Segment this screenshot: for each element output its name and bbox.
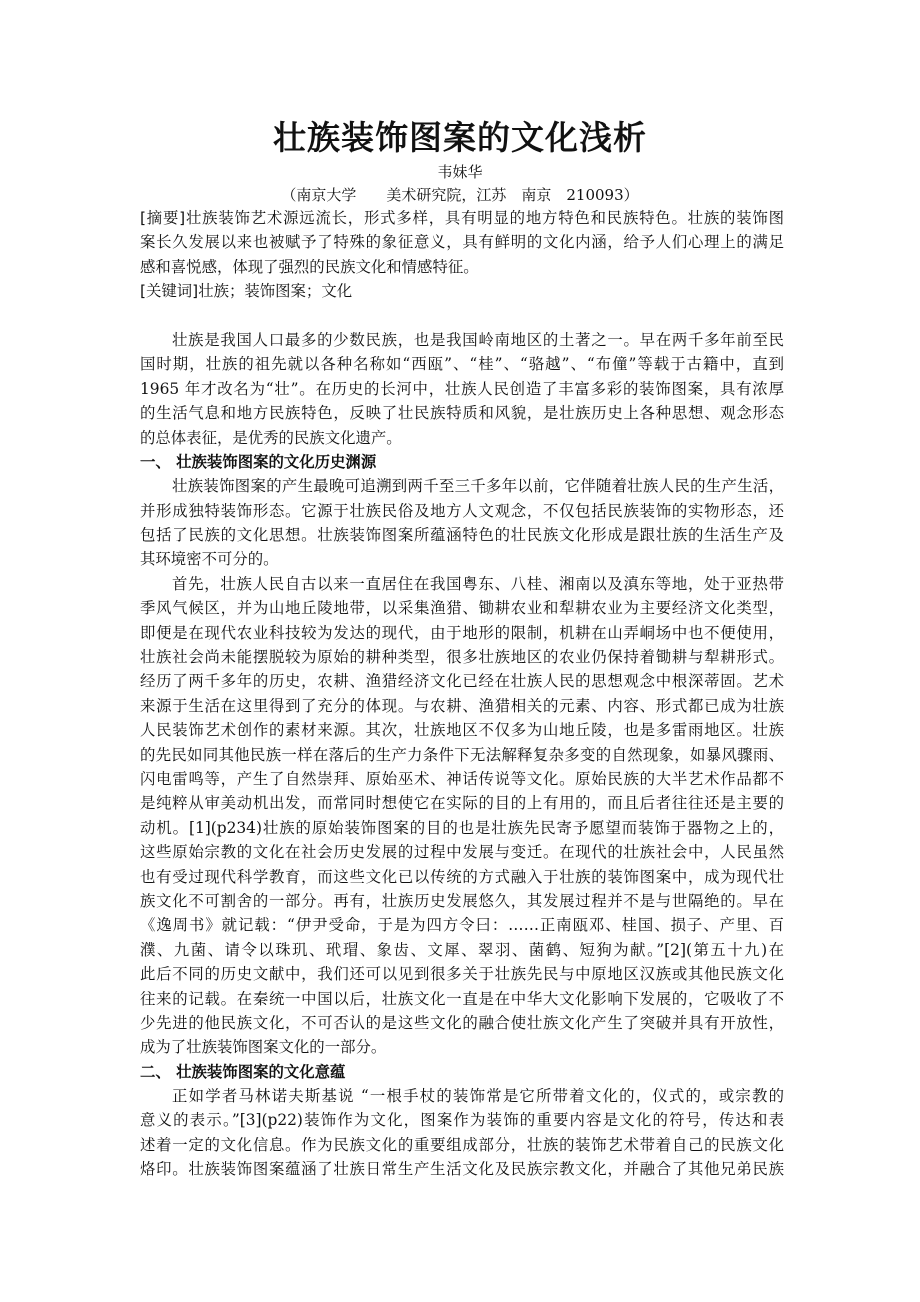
line-text: 人民装饰艺术创作的素材来源。其次，壮族地区不仅多为山地丘陵，也是多雷雨地区。壮族	[140, 721, 784, 740]
line-text: 烙印。壮族装饰图案蕴涵了壮族日常生产生活文化及民族宗教文化，并融合了其他兄弟民族	[140, 1160, 784, 1179]
line-text: 也有受过现代科学教育，而这些文化已以传统的方式融入于壮族的装饰图案中，成为现代壮	[140, 867, 784, 886]
line-text: 这些原始宗教的文化在社会历史发展的过程中发展与变迁。在现代的壮族社会中，人民虽然	[140, 843, 784, 862]
text-line	[140, 694, 784, 718]
text-line	[140, 206, 784, 230]
text-line	[140, 401, 784, 425]
line-text: 其环境密不可分的。	[140, 550, 279, 569]
text-line	[140, 304, 784, 328]
line-text: 并形成独特装饰形态。它源于壮族民俗及地方人文观念，不仅包括民族装饰的实物形态，还	[140, 501, 784, 520]
text-line	[140, 1133, 784, 1157]
document-body	[140, 206, 784, 1182]
text-line	[140, 1157, 784, 1181]
line-text: 述着一定的文化信息。作为民族文化的重要组成部分，壮族的装饰艺术带着自己的民族文化	[140, 1135, 784, 1154]
abstract-label: [摘要]	[140, 209, 186, 227]
text-line	[140, 523, 784, 547]
section-heading	[140, 450, 784, 474]
text-line	[140, 572, 784, 596]
line-text: 壮族社会尚未能摆脱较为原始的耕种类型，很多壮族地区的农业仍保持着锄耕与犁耕形式。	[140, 648, 784, 667]
text-line	[140, 645, 784, 669]
text-line	[140, 352, 784, 376]
text-line	[140, 230, 784, 254]
text-line	[140, 718, 784, 742]
paragraph	[140, 572, 784, 1060]
text-line	[140, 669, 784, 693]
text-line	[140, 865, 784, 889]
author-name: 韦妹华	[437, 163, 483, 181]
line-text: 包括了民族的文化思想。壮族装饰图案所蕴涵特色的壮民族文化形成是跟壮族的生活生产及	[140, 526, 784, 545]
text-line	[140, 596, 784, 620]
line-text: 1965 年才改名为“壮”。在历史的长河中，壮族人民创造了丰富多彩的装饰图案，具有浓厚	[140, 379, 784, 398]
line-text: 一、 壮族装饰图案的文化历史渊源	[140, 452, 377, 471]
text-line	[140, 840, 784, 864]
paragraph	[140, 328, 784, 450]
text-line	[140, 279, 784, 303]
line-text: 是纯粹从审美动机出发，而常同时想使它在实际的目的上有用的，而且后者往往还是主要的	[140, 794, 784, 813]
line-text: 壮族装饰图案的产生最晚可追溯到两千至三千多年以前，它伴随着壮族人民的生产生活，	[172, 477, 784, 496]
text-line	[140, 938, 784, 962]
text-line	[140, 987, 784, 1011]
line-text: 来源于生活在这里得到了充分的体现。与农耕、渔猎相关的元素、内容、形式都已成为壮族	[140, 696, 784, 715]
section-heading	[140, 1060, 784, 1084]
text-line	[140, 816, 784, 840]
text-line	[140, 743, 784, 767]
text-line	[140, 450, 784, 474]
line-text: 首先，壮族人民自古以来一直居住在我国粤东、八桂、湘南以及滇东等地，处于亚热带	[172, 574, 784, 593]
line-text: 的总体表征，是优秀的民族文化遗产。	[140, 428, 402, 447]
line-text: 壮族是我国人口最多的少数民族，也是我国岭南地区的土著之一。早在两千多年前至民	[172, 330, 784, 349]
line-text: 壮族；装饰图案；文化	[198, 282, 353, 301]
line-text: 濮、九菌、请令以珠玑、玳瑁、象齿、文犀、翠羽、菌鹤、短狗为献。”[2](第五十九)在	[140, 940, 784, 959]
paragraph	[140, 474, 784, 572]
author-affiliation: （南京大学 美术研究院，江苏 南京 210093）	[281, 186, 639, 204]
line-text: 壮族装饰艺术源远流长，形式多样，具有明显的地方特色和民族特色。壮族的装饰图	[185, 209, 784, 227]
text-line	[140, 426, 784, 450]
line-text: 族文化不可割舍的一部分。再有，壮族历史发展悠久，其发展过程并不是与世隔绝的。早在	[140, 891, 784, 910]
text-line	[140, 474, 784, 498]
keywords-label: [关键词]	[140, 282, 199, 301]
line-text: 少先进的他民族文化，不可否认的是这些文化的融合使壮族文化产生了突破并具有开放性，	[140, 1013, 784, 1032]
text-line	[140, 791, 784, 815]
text-line	[140, 889, 784, 913]
text-line	[140, 255, 784, 279]
line-text: 国时期，壮族的祖先就以各种名称如“西瓯”、“桂”、“骆越”、“布僮”等载于古籍中，直到	[140, 355, 784, 374]
line-text: 经历了两千多年的历史，农耕、渔猎经济文化已经在壮族人民的思想观念中根深蒂固。艺术	[140, 672, 784, 691]
text-line	[140, 621, 784, 645]
text-line	[140, 547, 784, 571]
line-text: 的先民如同其他民族一样在落后的生产力条件下无法解释复杂多变的自然现象，如暴风骤雨、	[140, 745, 784, 764]
line-text: 成为了壮族装饰图案文化的一部分。	[140, 1038, 387, 1057]
text-line	[140, 767, 784, 791]
line-text: 案长久发展以来也被赋予了特殊的象征意义，具有鲜明的文化内涵，给予人们心理上的满足	[140, 233, 784, 252]
text-line	[140, 1011, 784, 1035]
line-text: 动机。[1](p234)壮族的原始装饰图案的目的也是壮族先民寄予愿望而装饰于器物之上的，	[140, 818, 784, 837]
line-text: 的生活气息和地方民族特色，反映了壮民族特质和风貌，是壮族历史上各种思想、观念形态	[140, 404, 784, 423]
paragraph	[140, 1084, 784, 1182]
line-text: 即便是在现代农业科技较为发达的现代，由于地形的限制，机耕在山弄峒场中也不便使用，	[140, 623, 784, 642]
line-text: 意义的表示。”[3](p22)装饰作为文化，图案作为装饰的重要内容是文化的符号，传达和表	[140, 1111, 784, 1130]
line-text: 季风气候区，并为山地丘陵地带，以采集渔猎、锄耕农业和犁耕农业为主要经济文化类型，	[140, 599, 784, 618]
line-text: 往来的记载。在秦统一中国以后，壮族文化一直是在中华大文化影响下发展的，它吸收了不	[140, 989, 784, 1008]
line-text: 闪电雷鸣等，产生了自然崇拜、原始巫术、神话传说等文化。原始民族的大半艺术作品都不	[140, 769, 784, 788]
text-line	[140, 1084, 784, 1108]
text-line	[140, 962, 784, 986]
text-line	[140, 1108, 784, 1132]
line-text: 此后不同的历史文献中，我们还可以见到很多关于壮族先民与中原地区汉族或其他民族文化	[140, 965, 784, 984]
text-line	[140, 377, 784, 401]
line-text: 正如学者马林诺夫斯基说 “一根手杖的装饰常是它所带着文化的，仪式的，或宗教的	[172, 1087, 784, 1106]
spacer	[140, 304, 784, 328]
text-line	[140, 328, 784, 352]
text-line	[140, 913, 784, 937]
text-line	[140, 1035, 784, 1059]
line-text: 感和喜悦感，体现了强烈的民族文化和情感特征。	[140, 257, 479, 276]
text-line	[140, 1060, 784, 1084]
text-line	[140, 499, 784, 523]
document-title: 壮族装饰图案的文化浅析	[273, 118, 647, 157]
abstract	[140, 206, 784, 279]
line-text: 二、 壮族装饰图案的文化意蕴	[140, 1062, 346, 1081]
line-text: 《逸周书》就记载：“伊尹受命，于是为四方令曰：……正南瓯邓、桂国、损子、产里、百	[140, 916, 784, 935]
keywords	[140, 279, 784, 303]
